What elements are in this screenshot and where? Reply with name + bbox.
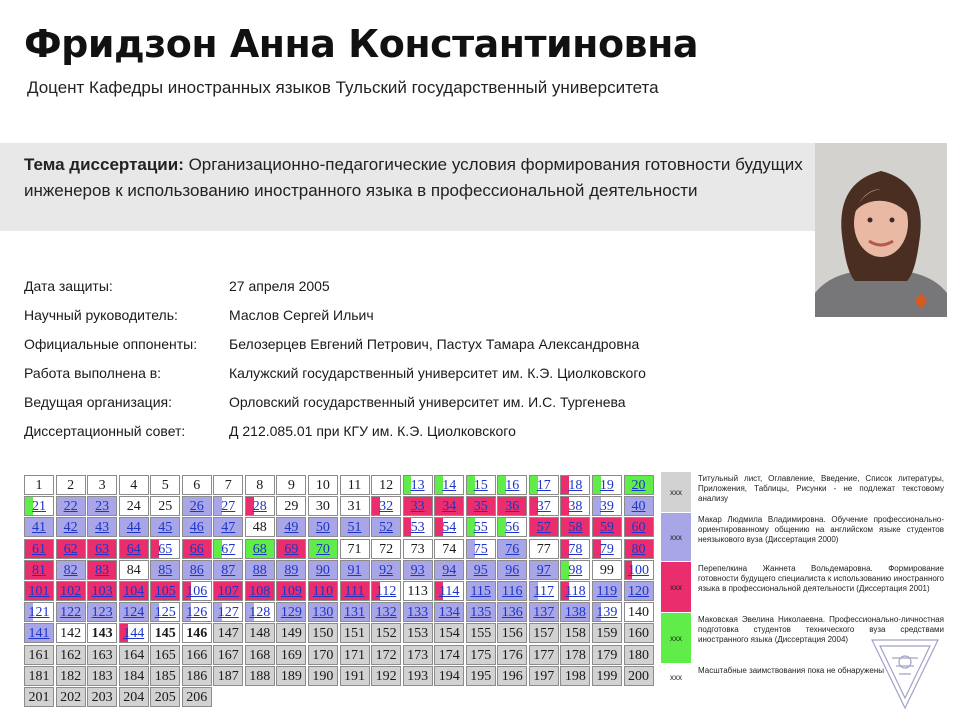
page-cell[interactable]: 194 xyxy=(434,666,464,686)
page-cell[interactable]: 36 xyxy=(497,496,527,516)
page-cell[interactable]: 8 xyxy=(245,475,275,495)
page-cell[interactable]: 91 xyxy=(340,560,370,580)
page-cell[interactable]: 2 xyxy=(56,475,86,495)
page-cell[interactable]: 39 xyxy=(592,496,622,516)
page-cell[interactable]: 1 xyxy=(24,475,54,495)
page-cell[interactable]: 21 xyxy=(24,496,54,516)
page-cell[interactable]: 70 xyxy=(308,539,338,559)
page-cell[interactable]: 153 xyxy=(403,623,433,643)
page-cell[interactable]: 53 xyxy=(403,517,433,537)
page-cell[interactable]: 119 xyxy=(592,581,622,601)
page-cell[interactable]: 167 xyxy=(213,645,243,665)
page-cell[interactable]: 111 xyxy=(340,581,370,601)
page-cell[interactable]: 106 xyxy=(182,581,212,601)
info-value: Калужский государственный университет им. К.Э. Циолковского xyxy=(229,365,646,381)
page-cell[interactable]: 30 xyxy=(308,496,338,516)
page-cell[interactable]: 31 xyxy=(340,496,370,516)
page-cell[interactable]: 60 xyxy=(624,517,654,537)
page-cell[interactable]: 139 xyxy=(592,602,622,622)
page-cell[interactable]: 184 xyxy=(119,666,149,686)
page-cell[interactable]: 11 xyxy=(340,475,370,495)
page-cell[interactable]: 171 xyxy=(340,645,370,665)
page-cell[interactable]: 95 xyxy=(466,560,496,580)
page-cell[interactable]: 94 xyxy=(434,560,464,580)
page-cell[interactable]: 89 xyxy=(276,560,306,580)
dissertation-topic-label: Тема диссертации: xyxy=(24,155,184,174)
page-cell[interactable]: 205 xyxy=(150,687,180,707)
page-cell[interactable]: 69 xyxy=(276,539,306,559)
page-cell[interactable]: 86 xyxy=(182,560,212,580)
page-cell[interactable]: 204 xyxy=(119,687,149,707)
page-cell[interactable]: 38 xyxy=(560,496,590,516)
page-cell[interactable]: 126 xyxy=(182,602,212,622)
page-cell[interactable]: 157 xyxy=(529,623,559,643)
page-cell[interactable]: 6 xyxy=(182,475,212,495)
page-cell[interactable]: 54 xyxy=(434,517,464,537)
page-cell[interactable]: 14 xyxy=(434,475,464,495)
page-cell[interactable]: 99 xyxy=(592,560,622,580)
page-cell[interactable]: 176 xyxy=(497,645,527,665)
legend-item xyxy=(661,562,951,612)
page-cell[interactable]: 93 xyxy=(403,560,433,580)
page-cell[interactable]: 186 xyxy=(182,666,212,686)
legend-text: Перепелкина Жаннета Вольдемаровна. Формирование готовности будущего специалиста к использованию иностранного языка в профессиональной деятельности (Диссертация 2001) xyxy=(698,564,944,593)
page-cell[interactable]: 192 xyxy=(371,666,401,686)
page-cell[interactable]: 159 xyxy=(592,623,622,643)
page-cell[interactable]: 202 xyxy=(56,687,86,707)
page-cell[interactable]: 92 xyxy=(371,560,401,580)
page-cell[interactable]: 58 xyxy=(560,517,590,537)
page-cell[interactable]: 52 xyxy=(371,517,401,537)
page-cell[interactable]: 102 xyxy=(56,581,86,601)
page-cell[interactable]: 158 xyxy=(560,623,590,643)
page-cell[interactable]: 101 xyxy=(24,581,54,601)
page-cell[interactable]: 12 xyxy=(371,475,401,495)
legend-text: Маковская Эвелина Николаевна. Профессионально-личностная подготовка студентов технического вуза средствами иностранного языка (Диссертация 2004) xyxy=(698,615,944,644)
page-cell[interactable]: 146 xyxy=(182,623,212,643)
page-cell[interactable]: 127 xyxy=(213,602,243,622)
page-cell[interactable]: 68 xyxy=(245,539,275,559)
page-cell[interactable]: 85 xyxy=(150,560,180,580)
page-cell[interactable]: 103 xyxy=(87,581,117,601)
page-cell[interactable]: 105 xyxy=(150,581,180,601)
page-cell[interactable]: 46 xyxy=(182,517,212,537)
page-cell[interactable]: 22 xyxy=(56,496,86,516)
page-cell[interactable]: 82 xyxy=(56,560,86,580)
page-cell[interactable]: 197 xyxy=(529,666,559,686)
page-cell[interactable]: 15 xyxy=(466,475,496,495)
legend-swatch: xxx xyxy=(661,613,691,663)
page-cell[interactable]: 137 xyxy=(529,602,559,622)
page-cell[interactable]: 79 xyxy=(592,539,622,559)
page-cell[interactable]: 203 xyxy=(87,687,117,707)
info-value: Д 212.085.01 при КГУ им. К.Э. Циолковского xyxy=(229,423,516,439)
info-value: Белозерцев Евгений Петрович, Пастух Тамара Александровна xyxy=(229,336,640,352)
page-cell[interactable]: 131 xyxy=(340,602,370,622)
page-cell[interactable]: 142 xyxy=(56,623,86,643)
info-label: Научный руководитель: xyxy=(24,307,178,323)
page-cell[interactable]: 20 xyxy=(624,475,654,495)
page-cell[interactable]: 49 xyxy=(276,517,306,537)
legend-item xyxy=(661,472,951,512)
page-cell[interactable]: 169 xyxy=(276,645,306,665)
page-cell[interactable]: 118 xyxy=(560,581,590,601)
dissertation-topic-box xyxy=(0,143,815,231)
page-cell[interactable]: 156 xyxy=(497,623,527,643)
page-cell[interactable]: 23 xyxy=(87,496,117,516)
page-cell[interactable]: 104 xyxy=(119,581,149,601)
page-cell[interactable]: 96 xyxy=(497,560,527,580)
page-cell[interactable]: 83 xyxy=(87,560,117,580)
page-cell[interactable]: 162 xyxy=(56,645,86,665)
page-cell[interactable]: 174 xyxy=(434,645,464,665)
page-cell[interactable]: 148 xyxy=(245,623,275,643)
legend-swatch: xxx xyxy=(661,562,691,612)
page-cell[interactable]: 16 xyxy=(497,475,527,495)
page-cell[interactable]: 140 xyxy=(624,602,654,622)
page-cell[interactable]: 77 xyxy=(529,539,559,559)
page-cell[interactable]: 181 xyxy=(24,666,54,686)
page-cell[interactable]: 196 xyxy=(497,666,527,686)
page-cell[interactable]: 136 xyxy=(497,602,527,622)
page-cell[interactable]: 40 xyxy=(624,496,654,516)
page-cell[interactable]: 17 xyxy=(529,475,559,495)
page-cell[interactable]: 113 xyxy=(403,581,433,601)
page-cell[interactable]: 32 xyxy=(371,496,401,516)
page-cell[interactable]: 24 xyxy=(119,496,149,516)
page-cell[interactable]: 25 xyxy=(150,496,180,516)
page-cell[interactable]: 13 xyxy=(403,475,433,495)
page-cell[interactable]: 154 xyxy=(434,623,464,643)
page-cell[interactable]: 129 xyxy=(276,602,306,622)
page-cell[interactable]: 145 xyxy=(150,623,180,643)
page-cell[interactable]: 189 xyxy=(276,666,306,686)
page-cell[interactable]: 112 xyxy=(371,581,401,601)
page-cell[interactable]: 177 xyxy=(529,645,559,665)
page-cell[interactable]: 9 xyxy=(276,475,306,495)
legend-swatch: xxx xyxy=(661,513,691,561)
page-cell[interactable]: 27 xyxy=(213,496,243,516)
page-cell[interactable]: 72 xyxy=(371,539,401,559)
page-cell[interactable]: 155 xyxy=(466,623,496,643)
page-cell[interactable]: 35 xyxy=(466,496,496,516)
info-value: Маслов Сергей Ильич xyxy=(229,307,374,323)
page-cell[interactable]: 76 xyxy=(497,539,527,559)
page-cell[interactable]: 71 xyxy=(340,539,370,559)
page-cell[interactable]: 135 xyxy=(466,602,496,622)
page-cell[interactable]: 199 xyxy=(592,666,622,686)
legend-item xyxy=(661,513,951,561)
page-cell[interactable]: 150 xyxy=(308,623,338,643)
legend-swatch: xxx xyxy=(661,472,691,512)
page-cell[interactable]: 42 xyxy=(56,517,86,537)
info-value: Орловский государственный университет им. И.С. Тургенева xyxy=(229,394,626,410)
dissertation-topic-text: Организационно-педагогические условия формирования готовности будущих инженеров к использованию иностранного языка в профессиональной деятельности xyxy=(24,155,803,200)
page-cell[interactable]: 121 xyxy=(24,602,54,622)
page-cell[interactable]: 151 xyxy=(340,623,370,643)
page-cell[interactable]: 43 xyxy=(87,517,117,537)
page-cell[interactable]: 90 xyxy=(308,560,338,580)
page-cell[interactable]: 109 xyxy=(276,581,306,601)
page-cell[interactable]: 55 xyxy=(466,517,496,537)
page-cell[interactable]: 41 xyxy=(24,517,54,537)
page-cell[interactable]: 138 xyxy=(560,602,590,622)
page-cell[interactable]: 18 xyxy=(560,475,590,495)
page-cell[interactable]: 34 xyxy=(434,496,464,516)
page-cell[interactable]: 74 xyxy=(434,539,464,559)
page-cell[interactable]: 29 xyxy=(276,496,306,516)
page-cell[interactable]: 97 xyxy=(529,560,559,580)
page-cell[interactable]: 168 xyxy=(245,645,275,665)
page-cell[interactable]: 187 xyxy=(213,666,243,686)
info-label: Ведущая организация: xyxy=(24,394,172,410)
page-cell[interactable]: 19 xyxy=(592,475,622,495)
page-cell[interactable]: 5 xyxy=(150,475,180,495)
page-cell[interactable]: 26 xyxy=(182,496,212,516)
page-cell[interactable]: 144 xyxy=(119,623,149,643)
page-cell[interactable]: 173 xyxy=(403,645,433,665)
page-cell[interactable]: 152 xyxy=(371,623,401,643)
page-cell[interactable]: 87 xyxy=(213,560,243,580)
page-cell[interactable]: 191 xyxy=(340,666,370,686)
page-cell[interactable]: 133 xyxy=(403,602,433,622)
dissertation-topic xyxy=(24,152,809,203)
page-cell[interactable]: 45 xyxy=(150,517,180,537)
page-cell[interactable]: 115 xyxy=(466,581,496,601)
page-cell[interactable]: 10 xyxy=(308,475,338,495)
page-cell[interactable]: 62 xyxy=(56,539,86,559)
page-cell[interactable]: 163 xyxy=(87,645,117,665)
page-cell[interactable]: 88 xyxy=(245,560,275,580)
page-cell[interactable]: 114 xyxy=(434,581,464,601)
page-cell[interactable]: 47 xyxy=(213,517,243,537)
page-cell[interactable]: 134 xyxy=(434,602,464,622)
page-cell[interactable]: 117 xyxy=(529,581,559,601)
page-cell[interactable]: 33 xyxy=(403,496,433,516)
page-cell[interactable]: 64 xyxy=(119,539,149,559)
info-label: Дата защиты: xyxy=(24,278,113,294)
page-cell[interactable]: 179 xyxy=(592,645,622,665)
portrait-photo xyxy=(815,143,947,317)
page-cell[interactable]: 98 xyxy=(560,560,590,580)
page-cell[interactable]: 57 xyxy=(529,517,559,537)
page-cell[interactable]: 84 xyxy=(119,560,149,580)
page-cell[interactable]: 65 xyxy=(150,539,180,559)
page-cell[interactable]: 206 xyxy=(182,687,212,707)
page-cell[interactable]: 198 xyxy=(560,666,590,686)
page-cell[interactable]: 61 xyxy=(24,539,54,559)
page-cell[interactable]: 195 xyxy=(466,666,496,686)
page-cell[interactable]: 188 xyxy=(245,666,275,686)
page-cell[interactable]: 28 xyxy=(245,496,275,516)
legend-text: Масштабные заимствования пока не обнаружены xyxy=(698,666,885,675)
page-cell[interactable]: 183 xyxy=(87,666,117,686)
page-cell[interactable]: 3 xyxy=(87,475,117,495)
page-cell[interactable]: 132 xyxy=(371,602,401,622)
page-cell[interactable]: 182 xyxy=(56,666,86,686)
page-cell[interactable]: 124 xyxy=(119,602,149,622)
page-cell[interactable]: 56 xyxy=(497,517,527,537)
page-cell[interactable]: 201 xyxy=(24,687,54,707)
page-cell[interactable]: 166 xyxy=(182,645,212,665)
page-cell[interactable]: 51 xyxy=(340,517,370,537)
page-cell[interactable]: 67 xyxy=(213,539,243,559)
info-label: Диссертационный совет: xyxy=(24,423,186,439)
page-cell[interactable]: 172 xyxy=(371,645,401,665)
page-cell[interactable]: 66 xyxy=(182,539,212,559)
info-label: Работа выполнена в: xyxy=(24,365,162,381)
page-cell[interactable]: 100 xyxy=(624,560,654,580)
page-cell[interactable]: 147 xyxy=(213,623,243,643)
page-cell[interactable]: 178 xyxy=(560,645,590,665)
page-cell[interactable]: 128 xyxy=(245,602,275,622)
person-position: Доцент Кафедры иностранных языков Тульский государственный университета xyxy=(27,78,659,97)
page-cell[interactable]: 63 xyxy=(87,539,117,559)
page-cell[interactable]: 120 xyxy=(624,581,654,601)
info-label: Официальные оппоненты: xyxy=(24,336,198,352)
page-cell[interactable]: 81 xyxy=(24,560,54,580)
page-cell[interactable]: 160 xyxy=(624,623,654,643)
page-cell[interactable]: 50 xyxy=(308,517,338,537)
page-cell[interactable]: 37 xyxy=(529,496,559,516)
legend-text: Титульный лист, Оглавление, Введение, Список литературы, Приложения, Таблицы, Рисунки - не подлежат текстовому анализу xyxy=(698,474,944,503)
page-cell[interactable]: 78 xyxy=(560,539,590,559)
page-cell[interactable]: 4 xyxy=(119,475,149,495)
page-cell[interactable]: 141 xyxy=(24,623,54,643)
page-cell[interactable]: 7 xyxy=(213,475,243,495)
page-cell[interactable]: 110 xyxy=(308,581,338,601)
legend-text: Макар Людмила Владимировна. Обучение профессионально-ориентированному общению на английском языке студентов неязыкового вуза (Диссертация 2000) xyxy=(698,515,944,544)
page-cell[interactable]: 180 xyxy=(624,645,654,665)
page-cell[interactable]: 190 xyxy=(308,666,338,686)
page-cell[interactable]: 73 xyxy=(403,539,433,559)
page-cell[interactable]: 125 xyxy=(150,602,180,622)
page-cell[interactable]: 123 xyxy=(87,602,117,622)
page-cell[interactable]: 175 xyxy=(466,645,496,665)
page-cell[interactable]: 80 xyxy=(624,539,654,559)
page-cell[interactable]: 107 xyxy=(213,581,243,601)
page-cell[interactable]: 200 xyxy=(624,666,654,686)
page-cell[interactable]: 149 xyxy=(276,623,306,643)
legend-swatch: xxx xyxy=(661,664,691,690)
page-cell[interactable]: 193 xyxy=(403,666,433,686)
page-cell[interactable]: 164 xyxy=(119,645,149,665)
page-cell[interactable]: 143 xyxy=(87,623,117,643)
page-cell[interactable]: 48 xyxy=(245,517,275,537)
page-grid xyxy=(24,475,649,712)
info-value: 27 апреля 2005 xyxy=(229,278,330,294)
portrait-image xyxy=(815,143,947,317)
page-cell[interactable]: 161 xyxy=(24,645,54,665)
page-cell[interactable]: 170 xyxy=(308,645,338,665)
page-cell[interactable]: 130 xyxy=(308,602,338,622)
page-cell[interactable]: 165 xyxy=(150,645,180,665)
page-cell[interactable]: 108 xyxy=(245,581,275,601)
page-cell[interactable]: 75 xyxy=(466,539,496,559)
page-cell[interactable]: 116 xyxy=(497,581,527,601)
page-cell[interactable]: 59 xyxy=(592,517,622,537)
stamp-logo xyxy=(866,628,944,714)
page-cell[interactable]: 185 xyxy=(150,666,180,686)
page-cell[interactable]: 44 xyxy=(119,517,149,537)
page-cell[interactable]: 122 xyxy=(56,602,86,622)
person-name: Фридзон Анна Константиновна xyxy=(24,22,698,66)
